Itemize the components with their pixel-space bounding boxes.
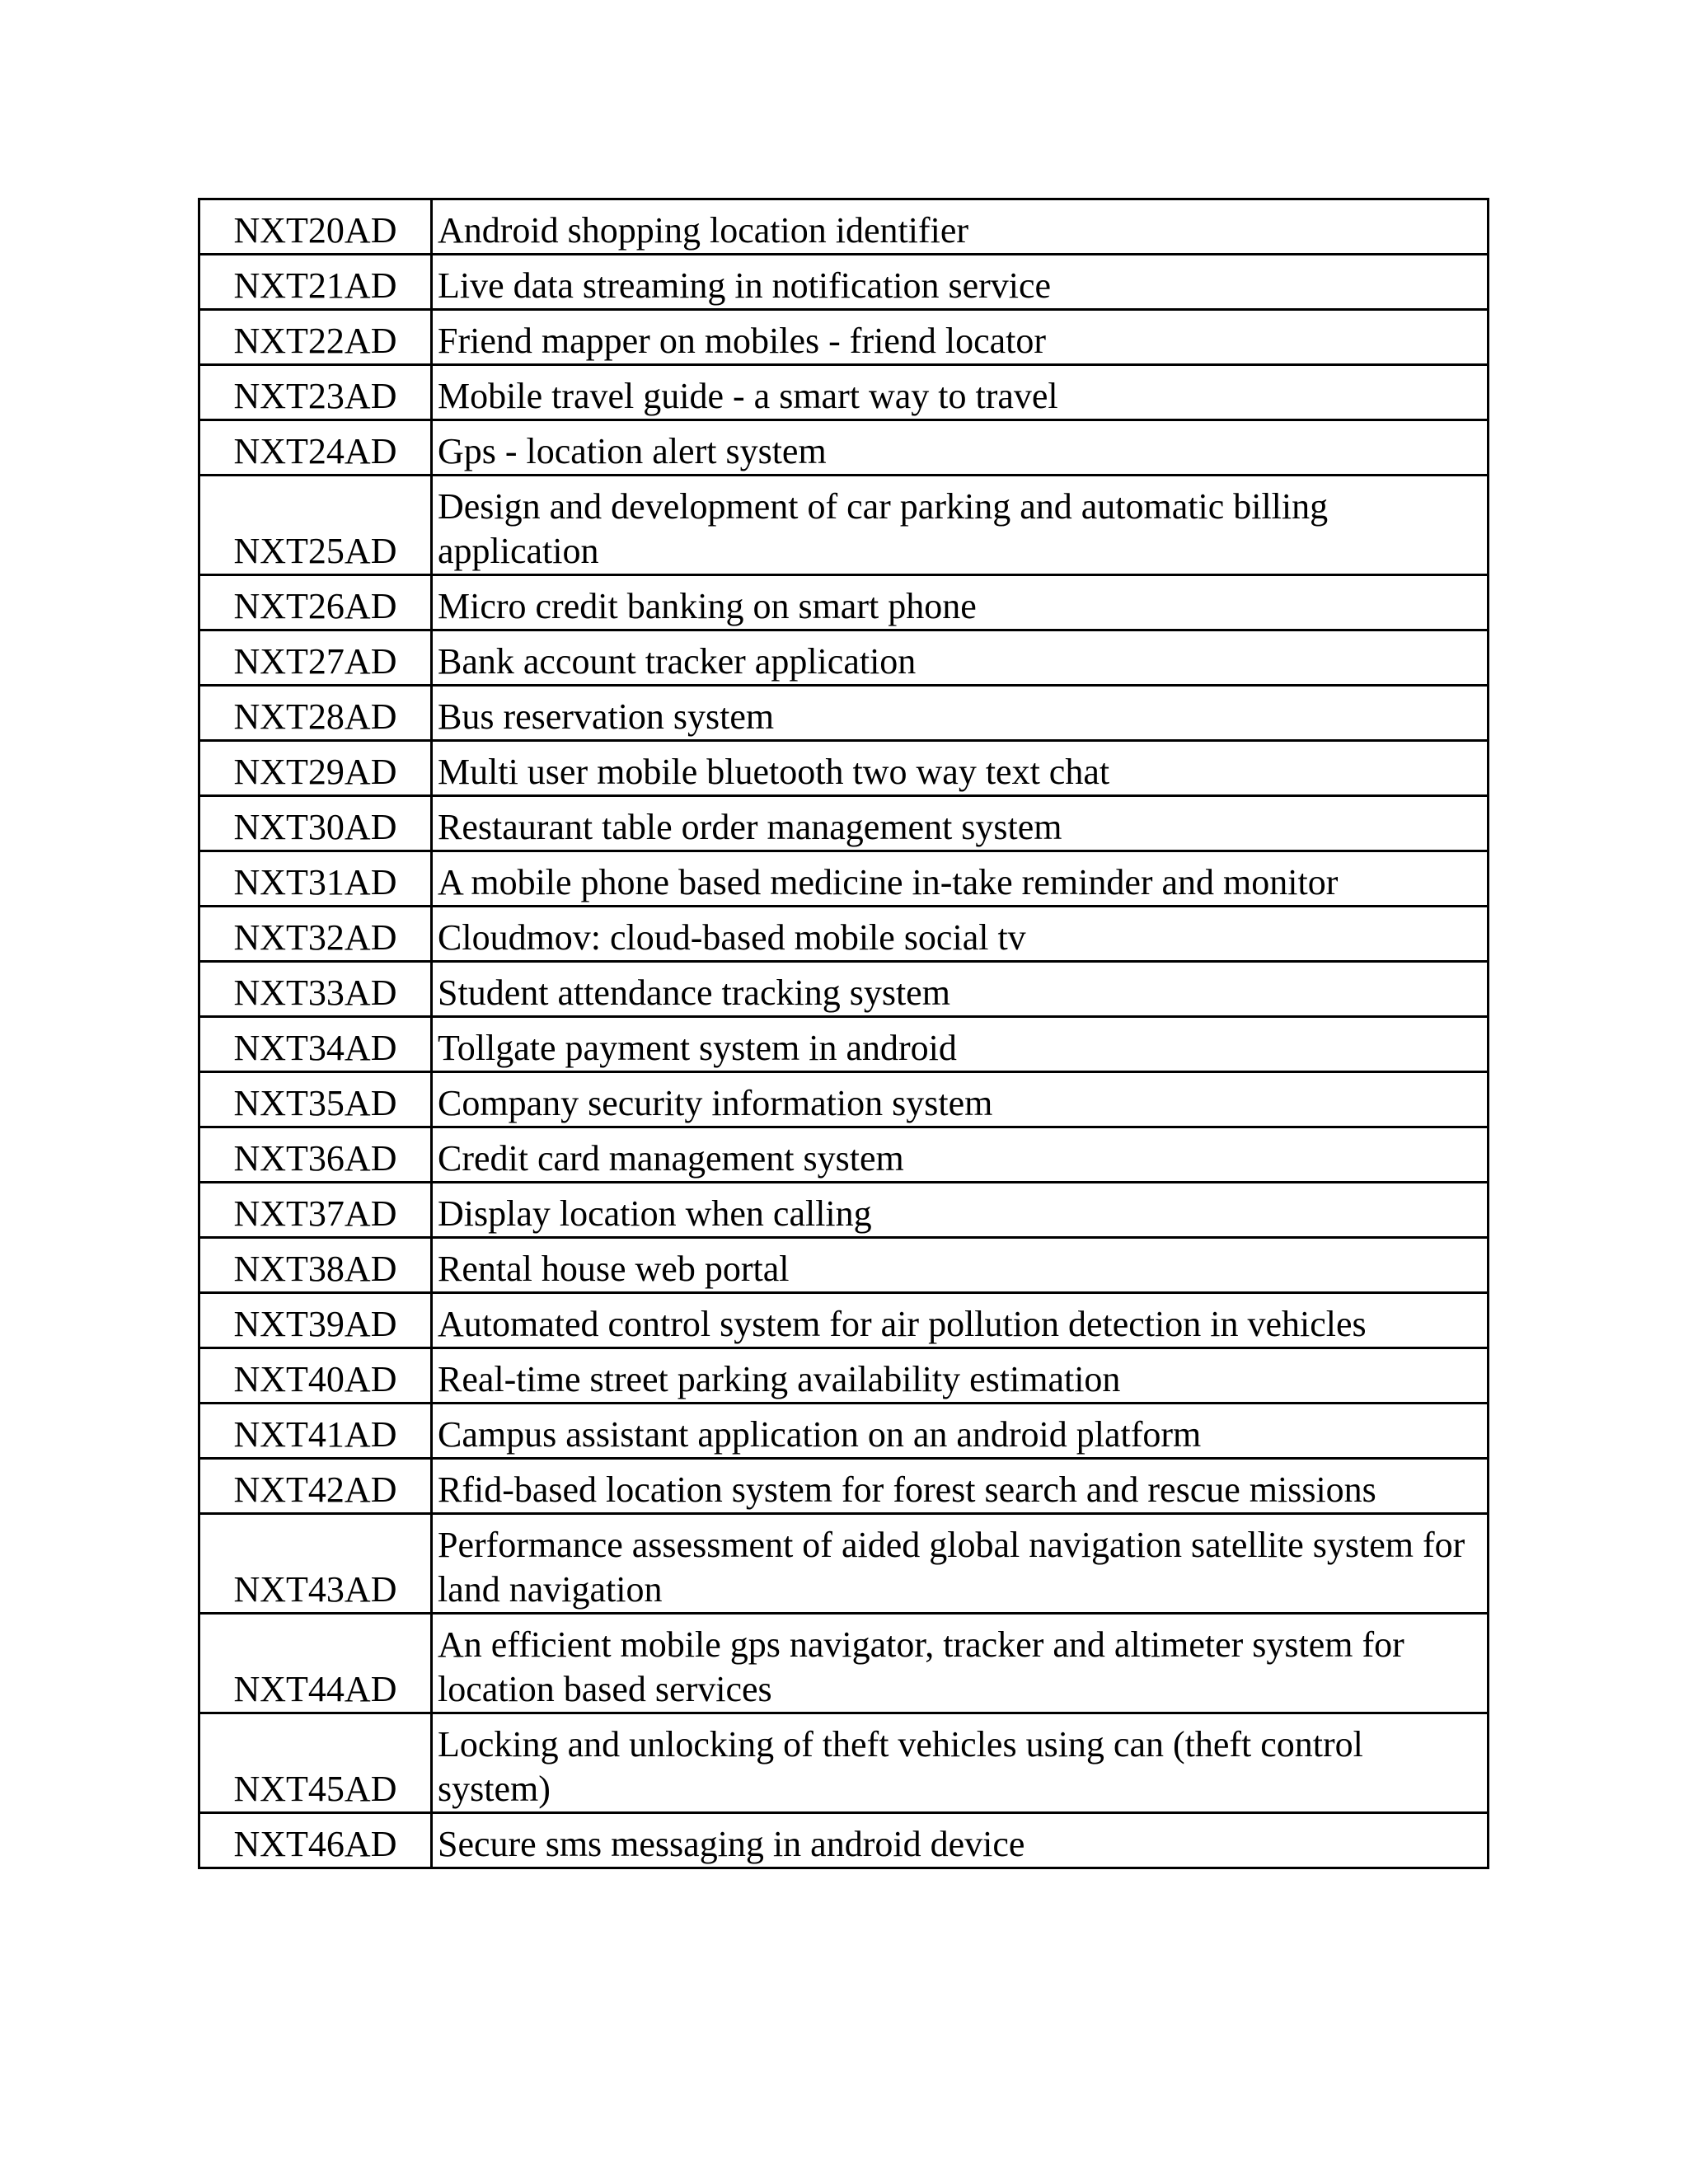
project-code: NXT34AD [199,1017,432,1072]
project-title: Display location when calling [432,1183,1489,1238]
table-row [199,255,1489,310]
project-code: NXT30AD [199,796,432,851]
table-row [199,575,1489,630]
project-title: Locking and unlocking of theft vehicles using can (theft control system) [432,1713,1489,1813]
project-code: NXT27AD [199,630,432,686]
project-code: NXT29AD [199,741,432,796]
table-row [199,741,1489,796]
project-code: NXT21AD [199,255,432,310]
project-code: NXT43AD [199,1514,432,1614]
project-code: NXT33AD [199,962,432,1017]
project-code: NXT28AD [199,686,432,741]
table-row [199,476,1489,575]
project-title: Multi user mobile bluetooth two way text chat [432,741,1489,796]
table-row [199,199,1489,255]
project-code: NXT24AD [199,420,432,476]
project-code: NXT38AD [199,1238,432,1293]
project-title: Live data streaming in notification service [432,255,1489,310]
project-title: Campus assistant application on an android platform [432,1404,1489,1459]
project-code: NXT36AD [199,1127,432,1183]
project-code: NXT42AD [199,1459,432,1514]
table-row [199,907,1489,962]
project-code: NXT22AD [199,310,432,365]
table-row [199,1127,1489,1183]
project-code: NXT41AD [199,1404,432,1459]
project-title: Tollgate payment system in android [432,1017,1489,1072]
table-row [199,686,1489,741]
project-code: NXT25AD [199,476,432,575]
project-code: NXT40AD [199,1348,432,1404]
project-title: Performance assessment of aided global navigation satellite system for land navigation [432,1514,1489,1614]
project-code: NXT39AD [199,1293,432,1348]
project-title: An efficient mobile gps navigator, tracker and altimeter system for location based services [432,1614,1489,1713]
table-row [199,420,1489,476]
project-title: Friend mapper on mobiles - friend locator [432,310,1489,365]
project-title: Real-time street parking availability estimation [432,1348,1489,1404]
project-title: Company security information system [432,1072,1489,1127]
project-code: NXT31AD [199,851,432,907]
project-title: Student attendance tracking system [432,962,1489,1017]
project-code: NXT23AD [199,365,432,420]
project-code: NXT20AD [199,199,432,255]
project-title: Rental house web portal [432,1238,1489,1293]
table-row [199,851,1489,907]
project-title: Automated control system for air pollution detection in vehicles [432,1293,1489,1348]
table-row [199,962,1489,1017]
table-row [199,1404,1489,1459]
table-row [199,1514,1489,1614]
table-row [199,1183,1489,1238]
project-code: NXT32AD [199,907,432,962]
project-title: Bus reservation system [432,686,1489,741]
project-title: Gps - location alert system [432,420,1489,476]
table-row [199,1017,1489,1072]
table-row [199,1348,1489,1404]
table-row [199,310,1489,365]
table-row [199,365,1489,420]
table-row [199,1072,1489,1127]
table-row [199,1713,1489,1813]
project-code: NXT44AD [199,1614,432,1713]
table-row [199,1459,1489,1514]
project-title: Restaurant table order management system [432,796,1489,851]
project-code: NXT46AD [199,1813,432,1868]
project-code: NXT26AD [199,575,432,630]
project-title: Credit card management system [432,1127,1489,1183]
project-title: Mobile travel guide - a smart way to travel [432,365,1489,420]
project-code: NXT37AD [199,1183,432,1238]
project-title: Rfid-based location system for forest search and rescue missions [432,1459,1489,1514]
project-title: Android shopping location identifier [432,199,1489,255]
project-title: Secure sms messaging in android device [432,1813,1489,1868]
project-title: Design and development of car parking and automatic billing application [432,476,1489,575]
project-title: Cloudmov: cloud-based mobile social tv [432,907,1489,962]
table-row [199,1813,1489,1868]
project-table [198,198,1489,1869]
table-row [199,1238,1489,1293]
table-row [199,1614,1489,1713]
table-row [199,796,1489,851]
table-row [199,630,1489,686]
project-title: Bank account tracker application [432,630,1489,686]
table-row [199,1293,1489,1348]
project-title: Micro credit banking on smart phone [432,575,1489,630]
project-code: NXT45AD [199,1713,432,1813]
project-code: NXT35AD [199,1072,432,1127]
project-title: A mobile phone based medicine in-take reminder and monitor [432,851,1489,907]
